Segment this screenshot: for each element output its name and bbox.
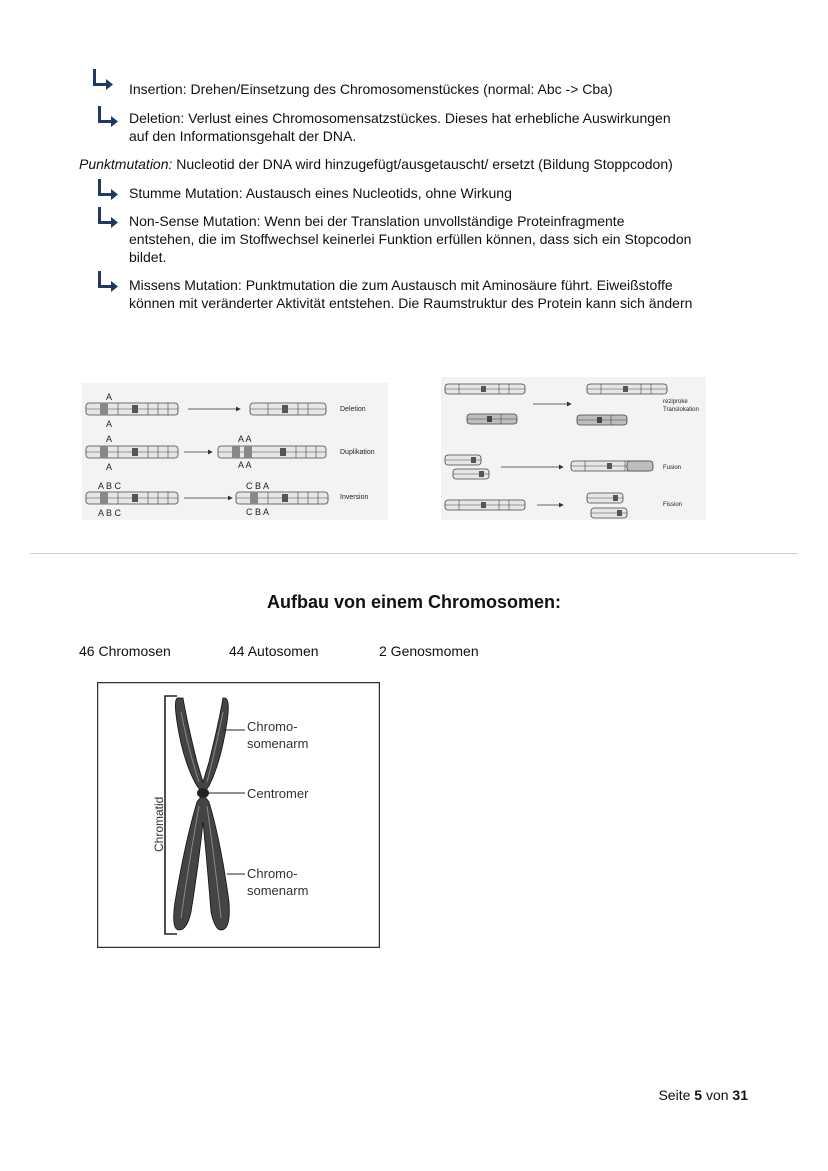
chromosome-after [236,492,328,504]
section-divider [30,553,798,554]
arrow-right-icon [98,206,120,228]
chromosome-after [577,415,627,425]
arrow-right-icon [98,105,120,127]
deletion-label: Deletion [340,406,366,413]
deletion-bottom-label: A [106,419,113,429]
missens-text: Missens Mutation: Punktmutation die zum Austausch mit Aminosäure führt. Eiweißstoffe [129,277,673,293]
gonosome-count: 2 Genosmomen [379,643,479,659]
arrow-right-icon [98,270,120,292]
chromatid-label: Chromatid [152,796,166,852]
duplikation-after-top-label: A A [238,434,252,444]
translokation-label-1: reziproke [663,399,688,405]
nonsense-text-2: entstehen, die im Stoffwechsel keinerlei Funktion erfüllen können, dass sich ein Stopcodon [129,231,692,247]
deletion-text: Deletion: Verlust eines Chromosomensatzstückes. Dieses hat erhebliche Auswirkungen [129,110,671,126]
chromosome-after [218,446,326,458]
current-page: 5 [694,1087,703,1103]
duplikation-label: Duplikation [340,449,375,456]
chromosome-after [587,384,667,394]
chromosome-before [445,455,481,465]
chromosome-after [587,493,623,503]
page-number [658,1087,748,1103]
inversion-top-label: A B C [98,481,122,491]
stumme-mutation-text: Stumme Mutation: Austausch eines Nucleotids, ohne Wirkung [129,185,512,201]
inversion-label: Inversion [340,494,369,501]
chromosome-after [591,508,627,518]
chromosome-before [86,403,178,415]
inversion-bottom-label: A B C [98,508,122,518]
chromosome-before [445,500,525,510]
section-title: Aufbau von einem Chromosomen: [266,592,562,612]
chromosome-before [453,469,489,479]
chromosome-after [250,403,326,415]
fusion-label: Fusion [663,465,682,471]
chromosome-before [86,492,178,504]
punktmutation-desc: Nucleotid der DNA wird hinzugefügt/ausgetauscht/ ersetzt (Bildung Stoppcodon) [172,156,673,172]
duplikation-bottom-label: A [106,462,113,472]
punktmutation-text [79,155,673,173]
inversion-after-bottom-label: C B A [246,507,270,517]
punktmutation-label: Punktmutation: [79,156,173,172]
inversion-after-top-label: C B A [246,481,270,491]
arrow-right-icon [98,178,120,200]
arm-top-label-2: somenarm [247,736,309,751]
page-prefix: Seite [658,1087,695,1103]
chromosome-mutation-figure-right [441,377,706,520]
arm-top-label-1: Chromo- [247,719,298,734]
autosome-count: 44 Autosomen [229,643,319,659]
missens-text-2: können mit veränderter Aktivität entstehen. Die Raumstruktur des Protein kann sich ändern [129,295,693,311]
arm-bottom-label-1: Chromo- [247,866,298,881]
nonsense-text-3: bildet. [129,249,167,265]
nonsense-text: Non-Sense Mutation: Wenn bei der Translation unvollständige Proteinfragmente [129,213,625,229]
deletion-top-label: A [106,392,113,402]
arrow-right-icon [93,68,115,90]
page-mid: von [702,1087,733,1103]
fission-label: Fission [663,502,683,508]
arm-bottom-label-2: somenarm [247,883,309,898]
chromosome-before [445,384,525,394]
insertion-text: Insertion: Drehen/Einsetzung des Chromosomenstückes (normal: Abc -> Cba) [129,81,613,97]
duplikation-top-label: A [106,434,113,444]
duplikation-after-bottom-label: A A [238,460,252,470]
chromosome-count: 46 Chromosen [79,643,171,659]
chromosome-before [467,414,517,424]
chromosome-mutation-figure-left [82,383,388,520]
centromer-label: Centromer [247,786,309,801]
total-pages: 31 [732,1087,748,1103]
translokation-label-2: Translokation [663,407,699,413]
chromosome-diagram [97,682,380,948]
chromosome-before [86,446,178,458]
deletion-text-2: auf den Informationsgehalt der DNA. [129,128,357,144]
